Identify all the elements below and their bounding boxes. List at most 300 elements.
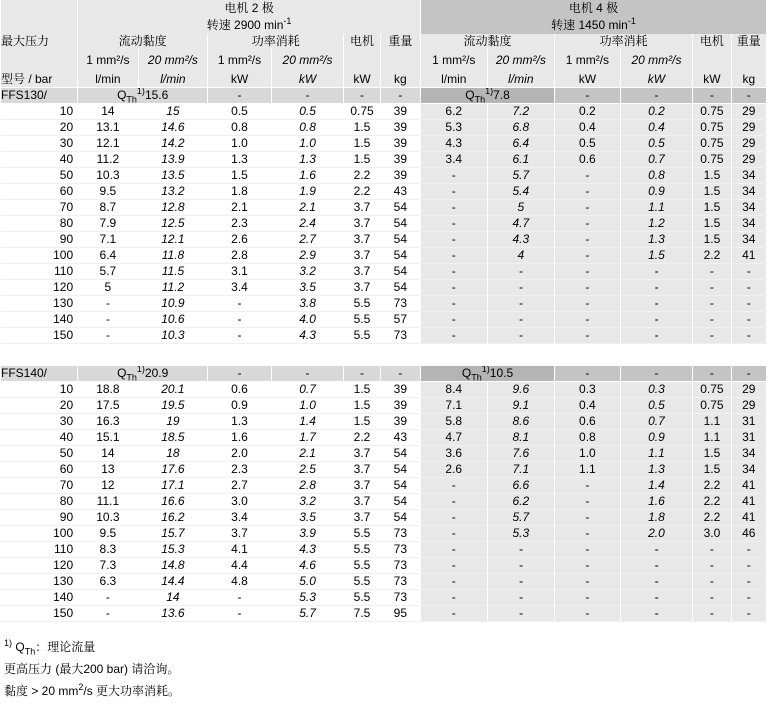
dash-cell: - (380, 88, 420, 104)
value-cell: 34 (731, 200, 766, 216)
value-cell: 34 (731, 232, 766, 248)
value-cell: - (487, 558, 555, 574)
pressure-cell: 50 (1, 168, 78, 184)
table-row (1, 558, 767, 574)
value-cell: - (555, 280, 621, 296)
value-cell: - (620, 328, 693, 344)
value-cell: 5.5 (344, 590, 380, 606)
table-row (1, 542, 767, 558)
value-cell: 29 (731, 382, 766, 398)
footnote-pressure: 更高压力 (最大200 bar) 请洽询。 (4, 662, 180, 676)
value-cell: 0.7 (271, 382, 344, 398)
value-cell: - (420, 526, 487, 542)
value-cell: 2.4 (271, 216, 344, 232)
value-cell: 6.2 (487, 494, 555, 510)
value-cell: - (555, 558, 621, 574)
unit-kw: kW (693, 72, 731, 88)
value-cell: 39 (380, 414, 420, 430)
value-cell: 7.5 (344, 606, 380, 622)
motor2-title: 电机 2 极 (78, 0, 421, 17)
value-cell: 29 (731, 152, 766, 168)
table-row (1, 232, 767, 248)
value-cell: 0.4 (555, 398, 621, 414)
dash-cell: - (344, 88, 380, 104)
value-cell: - (620, 574, 693, 590)
pressure-cell: 80 (1, 494, 78, 510)
value-cell: - (555, 494, 621, 510)
value-cell: 3.7 (344, 280, 380, 296)
value-cell: 3.7 (344, 478, 380, 494)
value-cell: - (555, 232, 621, 248)
value-cell: 1.5 (693, 216, 731, 232)
value-cell: 73 (380, 574, 420, 590)
value-cell: - (420, 494, 487, 510)
value-cell: 1.0 (208, 136, 272, 152)
power-header-2p: 功率消耗 (208, 34, 344, 49)
value-cell: 1.3 (271, 152, 344, 168)
value-cell: 3.7 (344, 248, 380, 264)
value-cell: 6.1 (487, 152, 555, 168)
value-cell: 4.3 (420, 136, 487, 152)
value-cell: 0.6 (208, 382, 272, 398)
value-cell: - (620, 558, 693, 574)
value-cell: 2.6 (420, 462, 487, 478)
spacer-cell (693, 49, 731, 72)
qth-2pole: $Q_{Th}^{1)}15.6$ (78, 88, 208, 104)
value-cell: 5.5 (344, 558, 380, 574)
value-cell: 0.75 (693, 398, 731, 414)
motor2-speed: 转速 2900 $\min^{-1}$ (78, 17, 421, 34)
model-header-row (1, 366, 767, 382)
table-row (1, 104, 767, 120)
value-cell: 11.5 (138, 264, 208, 280)
value-cell: - (555, 526, 621, 542)
table-row (1, 152, 767, 168)
value-cell: 4.3 (487, 232, 555, 248)
value-cell: 3.7 (344, 232, 380, 248)
value-cell: 12.1 (138, 232, 208, 248)
value-cell: - (555, 606, 621, 622)
value-cell: 10.3 (78, 510, 139, 526)
value-cell: 34 (731, 184, 766, 200)
value-cell: - (420, 478, 487, 494)
value-cell: 1.5 (693, 200, 731, 216)
spacer-cell (731, 49, 766, 72)
value-cell: 1.3 (620, 232, 693, 248)
value-cell: - (731, 280, 766, 296)
value-cell: 2.7 (208, 478, 272, 494)
value-cell: 1.8 (208, 184, 272, 200)
value-cell: - (731, 264, 766, 280)
value-cell: 17.6 (138, 462, 208, 478)
table-row (1, 574, 767, 590)
unit-lmin: l/min (487, 72, 555, 88)
value-cell: - (693, 590, 731, 606)
value-cell: 7.3 (78, 558, 139, 574)
pressure-cell: 140 (1, 312, 78, 328)
value-cell: 1.5 (344, 136, 380, 152)
table-row (1, 382, 767, 398)
value-cell: 1.5 (344, 120, 380, 136)
value-cell: - (731, 558, 766, 574)
value-cell: 73 (380, 328, 420, 344)
group-spacer (1, 344, 767, 367)
value-cell: 3.7 (344, 446, 380, 462)
value-cell: 54 (380, 446, 420, 462)
table-row (1, 280, 767, 296)
value-cell: 2.8 (271, 478, 344, 494)
value-cell: 1.6 (620, 494, 693, 510)
value-cell: - (555, 542, 621, 558)
value-cell: 2.3 (208, 462, 272, 478)
value-cell: 10.6 (138, 312, 208, 328)
motor4-title: 电机 4 极 (420, 0, 766, 17)
value-cell: 29 (731, 136, 766, 152)
value-cell: 1.5 (693, 184, 731, 200)
value-cell: 3.8 (271, 296, 344, 312)
value-cell: 4.7 (487, 216, 555, 232)
value-cell: 5.7 (487, 510, 555, 526)
value-cell: - (731, 542, 766, 558)
value-cell: - (487, 606, 555, 622)
motor4-speed: 转速 1450 $\min^{-1}$ (420, 17, 766, 34)
table-row (1, 264, 767, 280)
value-cell: 5.5 (344, 526, 380, 542)
value-cell: - (420, 558, 487, 574)
value-cell: 0.75 (693, 152, 731, 168)
value-cell: 4.7 (420, 430, 487, 446)
qth-2pole: $Q_{Th}^{1)}20.9$ (78, 366, 208, 382)
unit-kg: kg (380, 72, 420, 88)
value-cell: 54 (380, 510, 420, 526)
value-cell: 1.5 (344, 414, 380, 430)
value-cell: 73 (380, 296, 420, 312)
value-cell: 3.4 (420, 152, 487, 168)
type-bar-label: 型号 / bar (1, 72, 78, 88)
value-cell: 11.8 (138, 248, 208, 264)
value-cell: - (487, 328, 555, 344)
pressure-cell: 20 (1, 398, 78, 414)
value-cell: 1.3 (208, 152, 272, 168)
dash-cell: - (731, 366, 766, 382)
value-cell: - (620, 312, 693, 328)
value-cell: 5.3 (271, 590, 344, 606)
value-cell: 3.6 (420, 446, 487, 462)
unit-lmin: l/min (420, 72, 487, 88)
value-cell: 0.8 (555, 430, 621, 446)
flow-viscosity-header-2p: 流动黏度 (78, 34, 208, 49)
value-cell: 16.2 (138, 510, 208, 526)
dash-cell: - (208, 88, 272, 104)
value-cell: - (693, 542, 731, 558)
value-cell: 1.0 (271, 136, 344, 152)
pressure-cell: 130 (1, 574, 78, 590)
value-cell: - (208, 328, 272, 344)
pressure-cell: 110 (1, 264, 78, 280)
visc-20-4p: 20 mm²/s (487, 49, 555, 72)
max-pressure-label: 最大压力 (1, 34, 78, 49)
value-cell: 4.6 (271, 558, 344, 574)
value-cell: - (420, 328, 487, 344)
value-cell: 0.5 (620, 398, 693, 414)
value-cell: - (487, 312, 555, 328)
value-cell: - (420, 542, 487, 558)
value-cell: 5.8 (420, 414, 487, 430)
value-cell: 1.2 (620, 216, 693, 232)
table-row (1, 398, 767, 414)
value-cell: 95 (380, 606, 420, 622)
value-cell: - (555, 216, 621, 232)
value-cell: 2.8 (208, 248, 272, 264)
value-cell: - (693, 606, 731, 622)
value-cell: 14 (78, 104, 139, 120)
value-cell: - (420, 264, 487, 280)
value-cell: - (693, 280, 731, 296)
motor-header-4p: 电机 (693, 34, 731, 49)
value-cell: - (555, 248, 621, 264)
value-cell: 12.5 (138, 216, 208, 232)
value-cell: - (731, 296, 766, 312)
value-cell: 10.9 (138, 296, 208, 312)
value-cell: - (693, 574, 731, 590)
value-cell: 4.3 (271, 328, 344, 344)
value-cell: 3.9 (271, 526, 344, 542)
pressure-cell: 130 (1, 296, 78, 312)
value-cell: 1.1 (693, 414, 731, 430)
value-cell: 0.6 (555, 414, 621, 430)
value-cell: - (731, 606, 766, 622)
value-cell: 2.2 (344, 430, 380, 446)
power-visc-1-2p: 1 mm²/s (208, 49, 272, 72)
value-cell: 39 (380, 152, 420, 168)
value-cell: - (487, 574, 555, 590)
table-row (1, 168, 767, 184)
value-cell: 5 (78, 280, 139, 296)
dash-cell: - (555, 88, 621, 104)
dash-cell: - (271, 366, 344, 382)
value-cell: - (620, 606, 693, 622)
value-cell: - (420, 200, 487, 216)
value-cell: 2.2 (344, 168, 380, 184)
pressure-cell: 110 (1, 542, 78, 558)
value-cell: 0.5 (555, 136, 621, 152)
value-cell: 1.5 (344, 382, 380, 398)
value-cell: 1.5 (344, 152, 380, 168)
pressure-cell: 140 (1, 590, 78, 606)
value-cell: 3.7 (344, 510, 380, 526)
value-cell: 20.1 (138, 382, 208, 398)
value-cell: 3.7 (344, 216, 380, 232)
value-cell: 2.6 (208, 232, 272, 248)
value-cell: 3.4 (208, 280, 272, 296)
value-cell: 39 (380, 120, 420, 136)
value-cell: 5.7 (78, 264, 139, 280)
unit-lmin: l/min (78, 72, 139, 88)
value-cell: - (420, 280, 487, 296)
value-cell: 1.8 (620, 510, 693, 526)
model-name: FFS140/ (1, 366, 78, 382)
value-cell: 29 (731, 104, 766, 120)
value-cell: 0.75 (693, 382, 731, 398)
value-cell: 54 (380, 494, 420, 510)
value-cell: 0.8 (271, 120, 344, 136)
value-cell: - (78, 606, 139, 622)
value-cell: 0.8 (208, 120, 272, 136)
value-cell: 34 (731, 216, 766, 232)
value-cell: 6.6 (487, 478, 555, 494)
pressure-cell: 40 (1, 430, 78, 446)
value-cell: 0.3 (620, 382, 693, 398)
value-cell: 73 (380, 542, 420, 558)
pressure-cell: 60 (1, 184, 78, 200)
value-cell: 54 (380, 264, 420, 280)
group-spacer-cell (1, 344, 767, 367)
pressure-cell: 20 (1, 120, 78, 136)
value-cell: 1.5 (693, 462, 731, 478)
value-cell: 3.2 (271, 264, 344, 280)
table-row (1, 296, 767, 312)
value-cell: - (208, 606, 272, 622)
power-header-4p: 功率消耗 (555, 34, 693, 49)
value-cell: - (208, 296, 272, 312)
value-cell: - (78, 590, 139, 606)
value-cell: 41 (731, 510, 766, 526)
value-cell: - (693, 312, 731, 328)
value-cell: 4.8 (208, 574, 272, 590)
value-cell: 1.1 (620, 446, 693, 462)
power-visc-1-4p: 1 mm²/s (555, 49, 621, 72)
unit-lmin: l/min (138, 72, 208, 88)
value-cell: 9.5 (78, 526, 139, 542)
dash-cell: - (344, 366, 380, 382)
value-cell: 11.2 (138, 280, 208, 296)
spacer-cell (1, 49, 78, 72)
value-cell: - (731, 590, 766, 606)
value-cell: 2.1 (271, 446, 344, 462)
value-cell: 34 (731, 168, 766, 184)
value-cell: 34 (731, 462, 766, 478)
value-cell: 31 (731, 414, 766, 430)
value-cell: 2.1 (208, 200, 272, 216)
table-row (1, 510, 767, 526)
model-header-row (1, 88, 767, 104)
value-cell: 0.5 (620, 136, 693, 152)
value-cell: 6.8 (487, 120, 555, 136)
value-cell: 1.5 (693, 446, 731, 462)
value-cell: 1.7 (271, 430, 344, 446)
value-cell: 3.1 (208, 264, 272, 280)
value-cell: 1.3 (620, 462, 693, 478)
value-cell: 2.0 (208, 446, 272, 462)
value-cell: 0.75 (344, 104, 380, 120)
value-cell: 5.5 (344, 574, 380, 590)
spacer-cell (1, 17, 78, 34)
pressure-cell: 80 (1, 216, 78, 232)
dash-cell: - (693, 88, 731, 104)
value-cell: 7.1 (420, 398, 487, 414)
pressure-cell: 10 (1, 104, 78, 120)
value-cell: 1.5 (693, 168, 731, 184)
value-cell: - (420, 296, 487, 312)
pressure-cell: 100 (1, 526, 78, 542)
spec-table (1, 0, 767, 622)
value-cell: - (487, 542, 555, 558)
value-cell: 0.75 (693, 120, 731, 136)
value-cell: 13.5 (138, 168, 208, 184)
value-cell: 39 (380, 104, 420, 120)
value-cell: 18.5 (138, 430, 208, 446)
value-cell: 39 (380, 168, 420, 184)
value-cell: 2.5 (271, 462, 344, 478)
value-cell: 1.5 (208, 168, 272, 184)
value-cell: - (555, 590, 621, 606)
value-cell: 5.4 (487, 184, 555, 200)
power-visc-20-2p: 20 mm²/s (271, 49, 344, 72)
value-cell: 1.5 (693, 232, 731, 248)
value-cell: 5.7 (487, 168, 555, 184)
value-cell: - (731, 328, 766, 344)
value-cell: 2.9 (271, 248, 344, 264)
value-cell: 3.7 (344, 462, 380, 478)
value-cell: 8.1 (487, 430, 555, 446)
value-cell: 11.1 (78, 494, 139, 510)
unit-kw: kW (344, 72, 380, 88)
value-cell: 41 (731, 248, 766, 264)
model-name: FFS130/ (1, 88, 78, 104)
value-cell: - (555, 478, 621, 494)
value-cell: 7.1 (78, 232, 139, 248)
unit-kw: kW (555, 72, 621, 88)
value-cell: - (420, 606, 487, 622)
motor-header-2p: 电机 (344, 34, 380, 49)
value-cell: - (420, 312, 487, 328)
value-cell: - (693, 328, 731, 344)
value-cell: 54 (380, 478, 420, 494)
table-row (1, 216, 767, 232)
value-cell: - (78, 312, 139, 328)
value-cell: - (487, 296, 555, 312)
value-cell: 2.2 (693, 478, 731, 494)
value-cell: 12 (78, 478, 139, 494)
table-row (1, 430, 767, 446)
value-cell: 2.3 (208, 216, 272, 232)
value-cell: 0.2 (555, 104, 621, 120)
value-cell: 16.3 (78, 414, 139, 430)
value-cell: 13.2 (138, 184, 208, 200)
weight-header-2p: 重量 (380, 34, 420, 49)
pressure-cell: 90 (1, 510, 78, 526)
table-row (1, 494, 767, 510)
value-cell: 57 (380, 312, 420, 328)
pressure-cell: 60 (1, 462, 78, 478)
table-row (1, 248, 767, 264)
value-cell: 12.8 (138, 200, 208, 216)
value-cell: 5.3 (420, 120, 487, 136)
pressure-cell: 90 (1, 232, 78, 248)
value-cell: - (620, 590, 693, 606)
value-cell: 1.1 (693, 430, 731, 446)
value-cell: 5.5 (344, 312, 380, 328)
value-cell: - (555, 264, 621, 280)
value-cell: - (78, 328, 139, 344)
value-cell: 1.1 (620, 200, 693, 216)
value-cell: - (555, 184, 621, 200)
value-cell: 73 (380, 590, 420, 606)
value-cell: 19.5 (138, 398, 208, 414)
table-row (1, 414, 767, 430)
value-cell: 5.5 (344, 296, 380, 312)
value-cell: 2.2 (693, 510, 731, 526)
